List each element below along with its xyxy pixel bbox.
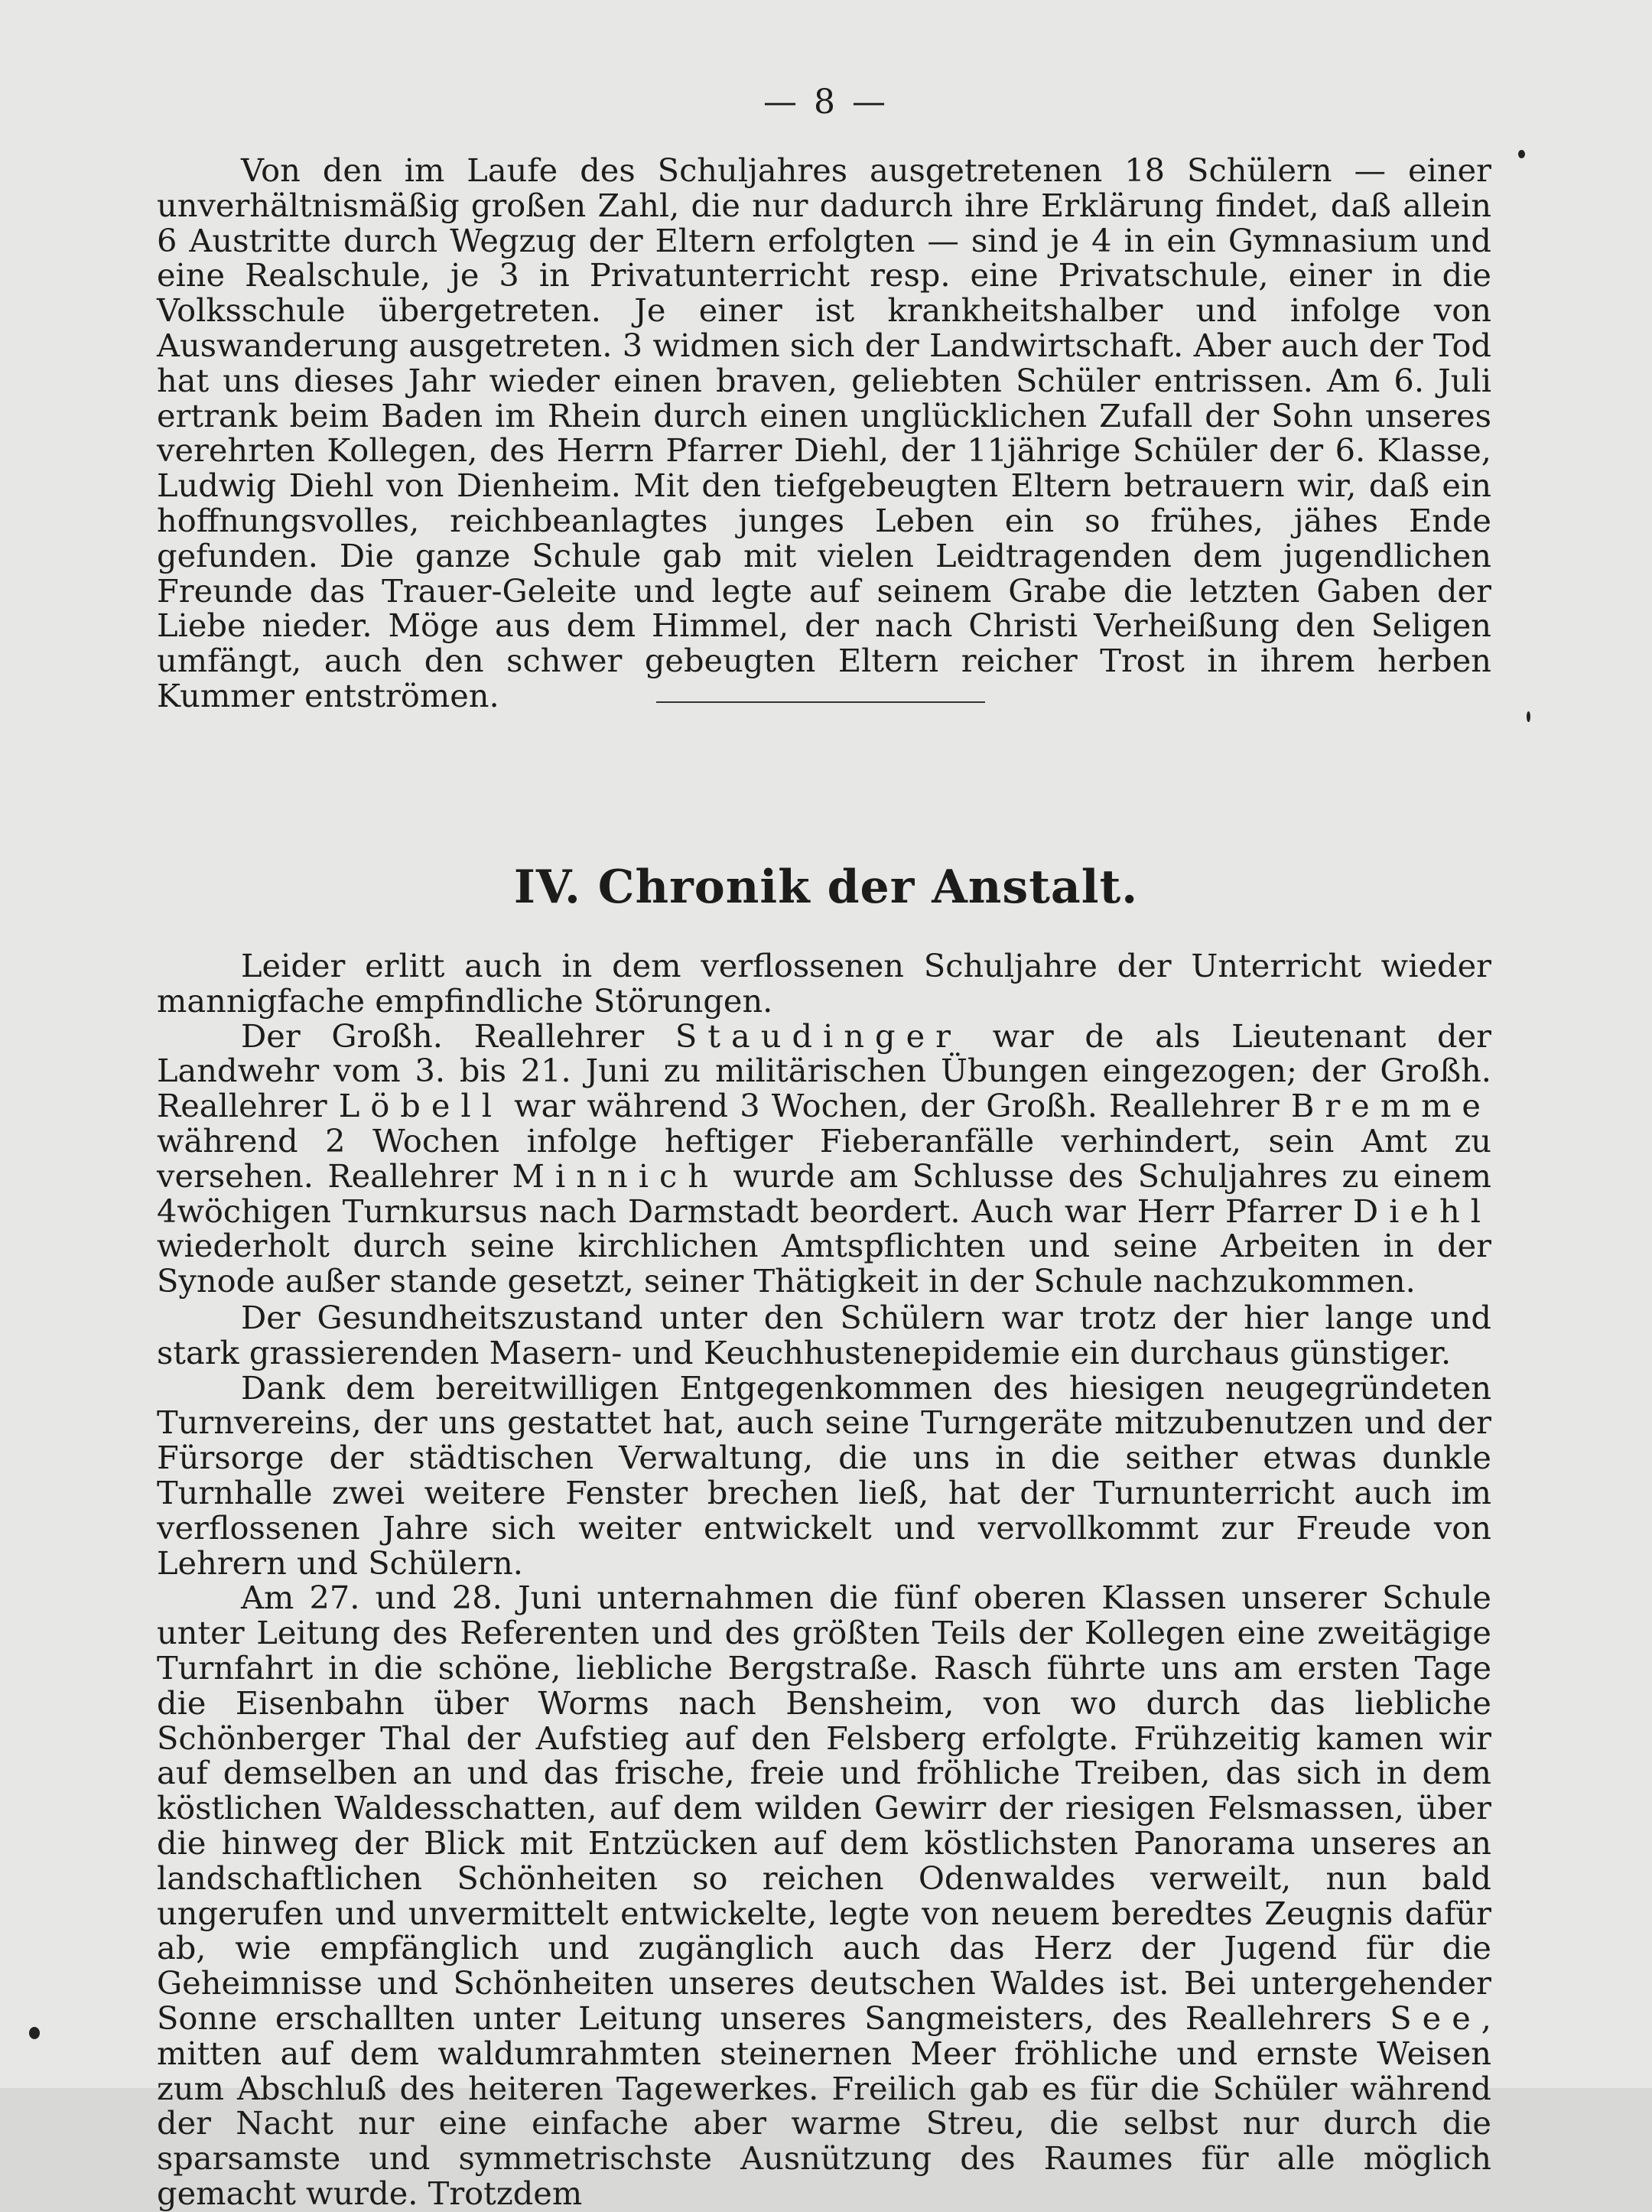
p2-text-4: während 2 Wochen infolge heftiger Fieberanfälle verhindert, sein Amt zu versehen. Reallehrer bbox=[157, 1121, 1491, 1195]
chronicle-paragraph-1: Leider erlitt auch in dem verflossenen Schuljahre der Unterricht wieder mannigfache empfindliche Störungen. bbox=[157, 947, 1491, 1020]
chronicle-paragraph-3: Der Gesundheitszustand unter den Schülern war trotz der hier lange und stark grassierenden Masern- und Keuchhustenepidemie ein durchaus günstiger. bbox=[157, 1298, 1491, 1371]
chronicle-paragraph-4: Dank dem bereitwilligen Entgegenkommen des hiesigen neugegründeten Turnvereins, der uns gestattet hat, auch seine Turngeräte mitzubenutzen und der Fürsorge der städtischen Verwaltung, die uns in die seither etwas dunkle Turnhalle zwei weitere Fenster brechen ließ, hat der Turnunterricht auch im verflossenen Jahre sich weiter entwickelt und vervollkommt zur Freude von Lehrern und Schülern. bbox=[157, 1368, 1491, 1582]
teacher-name-see: See bbox=[1390, 1999, 1481, 2037]
p2-text-6: wiederholt durch seine kirchlichen Amtspflichten und seine Arbeiten in der Synode außer stande gesetzt, seiner Thätigkeit in der Schule nachzukommen. bbox=[157, 1227, 1491, 1300]
withdrawals-paragraph: Von den im Laufe des Schuljahres ausgetretenen 18 Schülern — einer unverhältnismäßig großen Zahl, die nur dadurch ihre Erklärung findet, daß allein 6 Austritte durch Wegzug der Eltern erfolgten — sind je 4 in ein Gymnasium und eine Realschule, je 3 in Privatunterricht resp. eine Privatschule, einer in die Volksschule übergetreten. Je einer ist krankheitshalber und infolge von Auswanderung ausgetreten. 3 widmen sich der Landwirtschaft. Aber auch der Tod hat uns dieses Jahr wieder einen braven, geliebten Schüler entrissen. Am 6. Juli ertrank beim Baden im Rhein durch einen unglücklichen Zufall der Sohn unseres verehrten Kollegen, des Herrn Pfarrer Diehl, der 11jährige Schüler der 6. Klasse, Ludwig Diehl von Dienheim. Mit den tiefgebeugten Eltern betrauern wir, daß ein hoffnungsvolles, reichbeanlagtes junges Leben ein so frühes, jähes Ende gefunden. Die ganze Schule gab mit vielen Leidtragenden dem jugendlichen Freunde das Trauer-Geleite und legte auf seinem Grabe die letzten Gaben der Liebe nieder. Möge aus dem Himmel, der nach Christi Verheißung den Seligen umfängt, auch den schwer gebeugten Eltern reicher Trost in ihrem herben Kummer entströmen. bbox=[157, 151, 1491, 714]
teacher-name-minnich: Minnich bbox=[512, 1156, 719, 1195]
p5-text-1: Am 27. und 28. Juni unternahmen die fünf oberen Klassen unserer Schule unter Leitung des Referenten und des größten Teils der Kollegen eine zweitägige Turnfahrt in die schöne, liebliche Bergstraße. Rasch führte uns am ersten Tage die Eisenbahn über Worms nach Bensheim, von wo durch das liebliche Schönberger Thal der Aufstieg auf den Felsberg erfolgte. Frühzeitig kamen wir auf demselben an und das frische, freie und fröhliche Treiben, das sich in dem köstlichen Waldesschatten, auf dem wilden Gewirr der riesigen Felsmassen, über die hinweg der Blick mit Entzücken auf dem köstlichsten Panorama unseres an landschaftlichen Schönheiten so reichen Odenwaldes verweilt, nun bald ungerufen und unvermittelt entwickelte, legte von neuem beredtes Zeugnis dafür ab, wie empfänglich und zugänglich auch das Herz der Jugend für die Geheimnisse und Schönheiten unseres deutschen Waldes ist. Bei untergehender Sonne erschallten unter Leitung unseres Sangmeisters, des Reallehrers bbox=[157, 1579, 1491, 2037]
withdrawals-section bbox=[157, 153, 1491, 714]
p2-text-2: war de als Lieutenant der Landwehr vom 3. bis 21. Juni zu militärischen Übungen eingezogen; der Großh. Reallehrer bbox=[157, 1017, 1491, 1125]
paper-speck bbox=[1518, 150, 1525, 158]
section-heading: IV. Chronik der Anstalt. bbox=[513, 860, 1139, 914]
teacher-name-loebell: Löbell bbox=[338, 1087, 502, 1125]
p5-text-2: , mitten auf dem waldumrahmten steinernen Meer fröhliche und ernste Weisen zum Abschluß des heiteren Tagewerkes. Freilich gab es für die Schüler während der Nacht nur eine einfache aber warme Streu, die selbst nur durch die sparsamste und symmetrischste Ausnützung des Raumes für alle möglich gemacht wurde. Trotzdem bbox=[157, 1999, 1491, 2212]
p2-text-5: wurde am Schlusse des Schuljahres zu einem 4wöchigen Turnkursus nach Darmstadt beordert. Auch war Herr Pfarrer bbox=[157, 1156, 1492, 1230]
teacher-name-diehl: Diehl bbox=[1352, 1192, 1491, 1230]
paper-speck bbox=[1527, 711, 1530, 722]
page-number: — 8 — bbox=[763, 83, 889, 122]
paper-speck bbox=[29, 2027, 40, 2039]
p2-text-3: war während 3 Wochen, der Großh. Reallehrer bbox=[502, 1087, 1291, 1125]
p2-text-1: Der Großh. Reallehrer bbox=[241, 1017, 675, 1055]
teacher-name-staudinger: Staudinger bbox=[675, 1017, 961, 1055]
section-separator-rule bbox=[656, 701, 985, 703]
chronicle-paragraph-5 bbox=[157, 1580, 1491, 2210]
chronicle-paragraph-2 bbox=[157, 1019, 1491, 1299]
teacher-name-bremme: Bremme bbox=[1290, 1087, 1491, 1125]
chronicle-section bbox=[157, 948, 1491, 2211]
